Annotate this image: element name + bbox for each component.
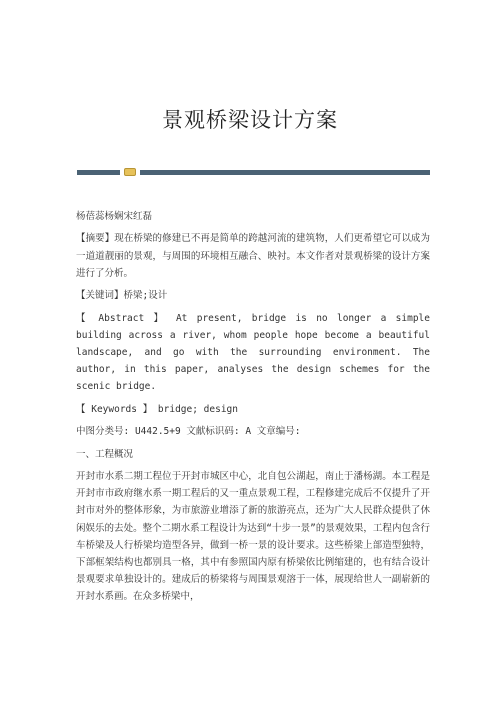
abstract-zh: 【摘要】现在桥梁的修建已不再是简单的跨越河流的建筑物，人们更希望它可以成为一道道靓丽的景观，与周围的环境相互融合、映衬。本文作者对景观桥梁的设计方案进行了分析。 xyxy=(76,233,430,279)
keywords-zh: 【关键词】桥梁;设计 xyxy=(76,290,168,302)
keywords-en: 【 Keywords 】 bridge; design xyxy=(76,403,238,415)
abstract-en: 【 Abstract 】 At present, bridge is no longer a simple building across a river, whom people hope become a beautiful landscape, and go with the surrounding environment. The author, in this paper, analyses the design schemes for the scenic bridge. xyxy=(76,312,430,393)
page-title: 景观桥梁设计方案 xyxy=(162,108,338,132)
title-divider-left xyxy=(77,170,120,175)
article-body xyxy=(76,208,430,606)
section-paragraph: 开封市水系二期工程位于开封市城区中心，北自包公湖起，南止于潘杨湖。本工程是开封市市政府继水系一期工程后的又一重点景观工程，工程修建完成后不仅提升了开封市对外的整体形象，为市旅游业增添了新的旅游亮点，还为广大人民群众提供了休闲娱乐的去处。整个二期水系工程设计为达到“十步一景”的景观效果，工程内包含行车桥梁及人行桥梁均造型各异，做到一桥一景的设计要求。这些桥梁上部造型独特，下部框架结构也都别具一格，其中有参照国内原有桥梁依比例缩建的，也有结合设计景观要求单独设计的。建成后的桥梁将与周围景观溶于一体，展现给世人一副崭新的开封水系画。在众多桥梁中， xyxy=(76,470,430,603)
title-divider-right xyxy=(140,170,430,175)
authors: 杨蓓蕊杨娴宋红磊 xyxy=(76,211,153,222)
classification: 中图分类号: U442.5+9 文献标识码: A 文章编号: xyxy=(76,426,301,438)
section-heading: 一、工程概况 xyxy=(76,448,134,460)
divider-ornament-icon xyxy=(124,168,136,176)
